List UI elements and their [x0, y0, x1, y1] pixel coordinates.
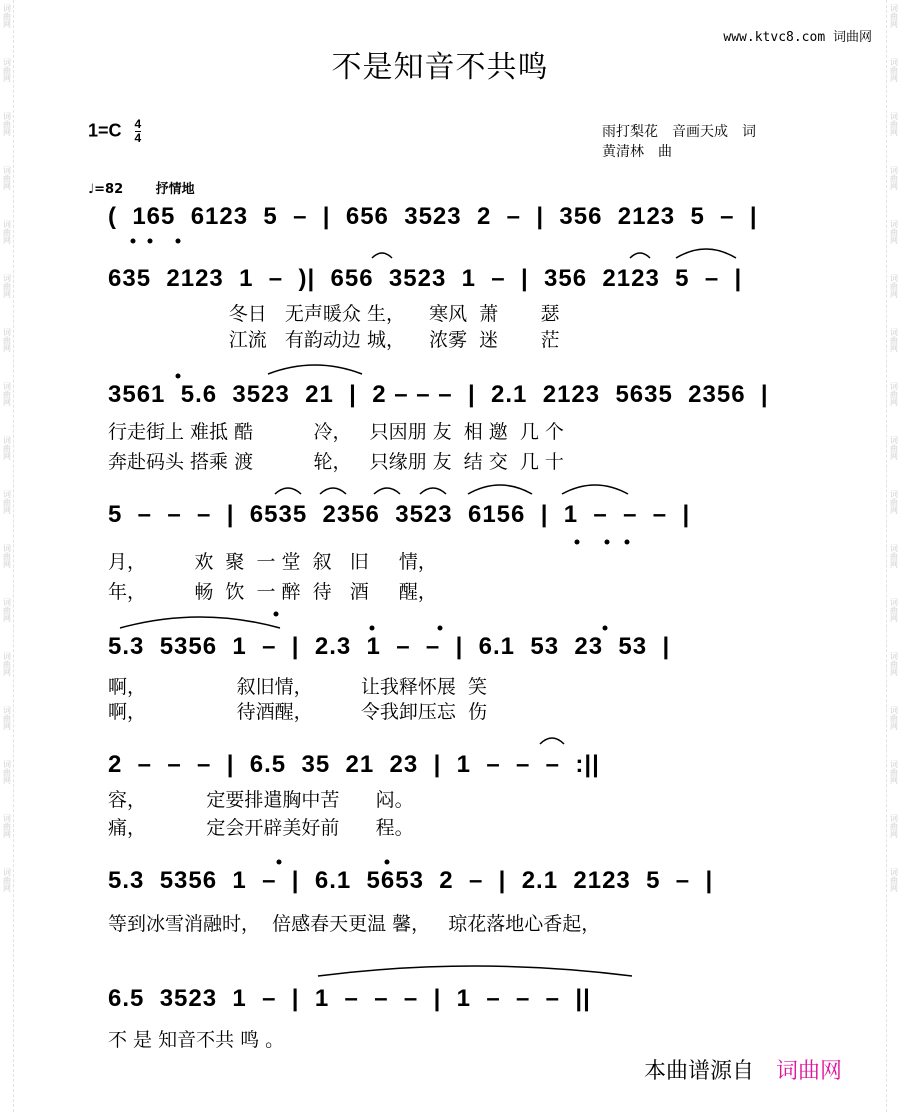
- lyric-verse1-row-6: 容， 定要排遣胸中苦 闷。: [108, 789, 414, 811]
- lyric-verse1-row-4: 月， 欢 聚 一 堂 叙 旧 情，: [108, 551, 437, 573]
- watermark-char: 词曲网: [2, 274, 12, 298]
- lyric-verse1-row-8: 不 是 知音不共 鸣 。: [108, 1029, 285, 1051]
- slur: [562, 485, 628, 494]
- slur: [318, 966, 632, 976]
- slur: [420, 488, 446, 494]
- site-url: www.ktvc8.com: [723, 30, 826, 45]
- lyric-verse1-row-7: 等到冰雪消融时， 倍感春天更温 馨， 琼花落地心香起，: [108, 913, 601, 935]
- watermark-char: 词曲网: [889, 598, 899, 622]
- watermark-char: 词曲网: [889, 4, 899, 28]
- watermark-char: 词曲网: [2, 544, 12, 568]
- watermark-char: 词曲网: [2, 4, 12, 28]
- lyric-verse1-row-2: 冬日 无声暖众 生， 寒风 萧 瑟: [108, 303, 560, 325]
- time-top: 4: [134, 117, 142, 131]
- lyric-verse2-row-4: 年， 畅 饮 一 醉 待 酒 醒，: [108, 581, 437, 603]
- watermark-char: 词曲网: [2, 166, 12, 190]
- notation-row-2: 635 2123 1 – )| 656 3523 1 – | 356 2123 5 – |: [108, 265, 743, 292]
- lyric-verse2-row-6: 痛， 定会开辟美好前 程。: [108, 817, 414, 839]
- notation-row-5: 5.3 5356 1 – | 2.3 1 – – | 6.1 53 23 53 |: [108, 633, 671, 660]
- lyric-verse2-row-5: 啊， 待酒醒， 令我卸压忘 伤: [108, 701, 487, 723]
- watermark-char: 词曲网: [2, 328, 12, 352]
- watermark-char: 词曲网: [889, 166, 899, 190]
- site-name: 词曲网: [832, 30, 872, 45]
- octave-dot: [575, 540, 580, 545]
- watermark-char: 词曲网: [2, 706, 12, 730]
- lyric-verse2-row-3: 奔赴码头 搭乘 渡 轮， 只缘朋 友 结 交 几 十: [108, 451, 564, 473]
- octave-dot: [370, 626, 375, 631]
- watermark-char: 词曲网: [2, 382, 12, 406]
- watermark-char: 词曲网: [889, 544, 899, 568]
- watermark-char: 词曲网: [2, 436, 12, 460]
- octave-dot: [603, 626, 608, 631]
- composer-credit: 黄清林 曲: [602, 144, 672, 160]
- watermark-char: 词曲网: [2, 490, 12, 514]
- octave-dot: [131, 239, 136, 244]
- watermark-char: 词曲网: [889, 760, 899, 784]
- watermark-char: 词曲网: [889, 436, 899, 460]
- key-label: 1=C: [88, 120, 122, 141]
- watermark-char: 词曲网: [2, 814, 12, 838]
- watermark-char: 词曲网: [889, 274, 899, 298]
- octave-dot: [277, 860, 282, 865]
- notation-row-6: 2 – – – | 6.5 35 21 23 | 1 – – – :||: [108, 751, 600, 778]
- expression-mark: 抒情地: [155, 182, 195, 197]
- slur: [630, 253, 650, 258]
- watermark-char: 词曲网: [2, 760, 12, 784]
- watermark-char: 词曲网: [889, 382, 899, 406]
- lyric-verse2-row-2: 江流 有韵动边 城， 浓雾 迷 茫: [108, 329, 560, 351]
- notation-row-1: ( 165 6123 5 – | 656 3523 2 – | 356 2123 5 – |: [108, 203, 758, 230]
- slur: [120, 617, 280, 628]
- watermark-char: 词曲网: [889, 706, 899, 730]
- slur: [676, 249, 736, 258]
- watermark-char: 词曲网: [2, 868, 12, 892]
- watermark-char: 词曲网: [2, 220, 12, 244]
- watermark-char: 词曲网: [2, 652, 12, 676]
- song-title: 不是知音不共鸣: [331, 50, 549, 85]
- notation-row-8: 6.5 3523 1 – | 1 – – – | 1 – – – ||: [108, 985, 591, 1012]
- octave-dot: [605, 540, 610, 545]
- source-site-link[interactable]: 词曲网: [776, 1059, 843, 1084]
- notation-row-3: 3561 5.6 3523 21 | 2 – – – | 2.1 2123 5635 2356 |: [108, 381, 769, 408]
- octave-dot: [625, 540, 630, 545]
- slur: [275, 488, 301, 494]
- octave-dot: [148, 239, 153, 244]
- slur: [372, 253, 392, 258]
- octave-dot: [438, 626, 443, 631]
- source-label: 本曲谱源自: [644, 1059, 755, 1084]
- watermark-char: 词曲网: [889, 58, 899, 82]
- watermark-char: 词曲网: [889, 868, 899, 892]
- watermark-char: 词曲网: [889, 652, 899, 676]
- watermark-char: 词曲网: [889, 328, 899, 352]
- octave-dot: [274, 612, 279, 617]
- lyricist-credit: 雨打梨花 音画天成 词: [602, 124, 756, 140]
- slur: [268, 365, 362, 374]
- slur: [374, 488, 400, 494]
- time-bottom: 4: [134, 131, 142, 145]
- octave-dot: [176, 374, 181, 379]
- tempo-value: ♩=82: [88, 182, 124, 197]
- watermark-char: 词曲网: [889, 220, 899, 244]
- slur: [540, 738, 564, 744]
- watermark-char: 词曲网: [889, 490, 899, 514]
- watermark-char: 词曲网: [2, 598, 12, 622]
- octave-dot: [176, 239, 181, 244]
- notation-row-7: 5.3 5356 1 – | 6.1 5653 2 – | 2.1 2123 5 – |: [108, 867, 714, 894]
- watermark-char: 词曲网: [889, 112, 899, 136]
- slur: [468, 485, 532, 494]
- lyric-verse1-row-5: 啊， 叙旧情， 让我释怀展 笑: [108, 676, 487, 698]
- watermark-char: 词曲网: [2, 112, 12, 136]
- lyric-verse1-row-3: 行走街上 难抵 酷 冷， 只因朋 友 相 邀 几 个: [108, 421, 564, 443]
- watermark-char: 词曲网: [2, 58, 12, 82]
- source-footer: [644, 1054, 842, 1085]
- octave-dot: [385, 860, 390, 865]
- slur: [320, 488, 346, 494]
- watermark-char: 词曲网: [889, 814, 899, 838]
- notation-row-4: 5 – – – | 6535 2356 3523 6156 | 1 – – – |: [108, 501, 691, 528]
